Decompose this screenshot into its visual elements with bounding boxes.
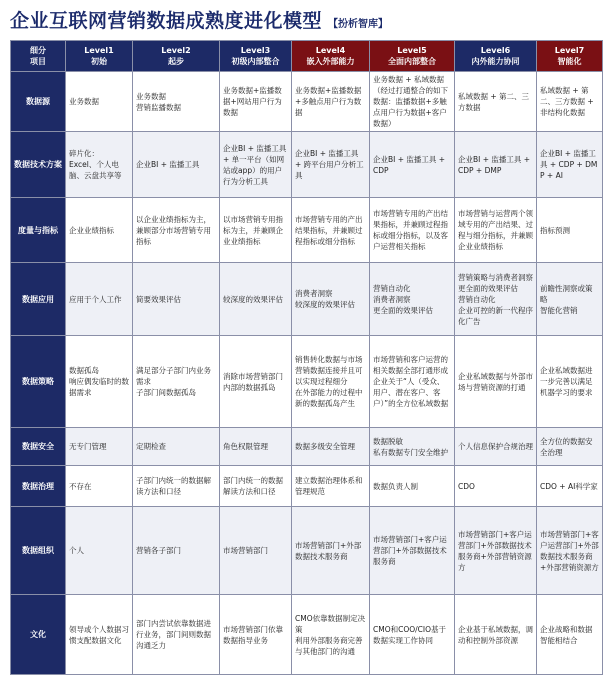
table-cell: 市场营销专用的产出结果指标，并兼顾过程指标或细分指标，以及客户运营相关指标	[370, 198, 455, 263]
table-cell: 市场营销部门	[220, 507, 292, 595]
table-cell: 企业BI + 监播工具	[133, 132, 220, 198]
category-cell: 数据组织	[11, 507, 66, 595]
row-application	[11, 263, 603, 336]
level-name: 智能化	[557, 57, 582, 66]
table-cell: 较深度的效果评估	[220, 263, 292, 336]
table-cell: 个人信息保护合规治理	[455, 428, 537, 466]
table-cell: 市场营销部门+客户运营部门+外部数据技术服务商+外部营销资源方	[455, 507, 537, 595]
level-header-1	[66, 41, 133, 72]
table-cell: 私域数据 + 第二、三方数据 + 非结构化数据	[537, 72, 603, 132]
table-cell: 企业私域数据与外部市场与营销资源的打通	[455, 336, 537, 428]
table-cell: CMO依靠数据制定决策 利用外部服务商完善与其他部门的沟通	[292, 595, 370, 675]
table-cell: CMO和COO/CIO基于数据实现工作协同	[370, 595, 455, 675]
corner-line1: 细分	[30, 46, 46, 55]
row-culture	[11, 595, 603, 675]
category-cell: 文化	[11, 595, 66, 675]
table-cell: 简要效果评估	[133, 263, 220, 336]
maturity-model-table	[10, 40, 603, 675]
table-cell: CDO + AI科学家	[537, 466, 603, 507]
row-organization	[11, 507, 603, 595]
table-cell: 数据脱敏 私有数据专门安全维护	[370, 428, 455, 466]
table-cell: 业务数据 + 私域数据（经过打通整合的如下数据：监播数据+多触点用户行为数据+客户数据）	[370, 72, 455, 132]
table-cell: 以企业业绩指标为主，兼顾部分市场营销专用指标	[133, 198, 220, 263]
table-cell: 数据多级安全管理	[292, 428, 370, 466]
level-number: Level2	[161, 46, 191, 55]
table-cell: 以市场营销专用指标为主，并兼顾企业业绩指标	[220, 198, 292, 263]
table-cell: 营销各子部门	[133, 507, 220, 595]
table-cell: 角色权限管理	[220, 428, 292, 466]
category-cell: 数据应用	[11, 263, 66, 336]
level-header-7	[537, 41, 603, 72]
row-tech-solution	[11, 132, 603, 198]
table-cell: 市场营销与运营两个领域专用的产出结果、过程与细分指标，并兼顾企业业绩指标	[455, 198, 537, 263]
level-header-3	[220, 41, 292, 72]
level-header-5	[370, 41, 455, 72]
row-data-source	[11, 72, 603, 132]
level-header-4	[292, 41, 370, 72]
table-cell: 不存在	[66, 466, 133, 507]
table-cell: 碎片化： Excel、个人电脑、云盘共享等	[66, 132, 133, 198]
level-name: 内外能力协同	[471, 57, 520, 66]
table-cell: 市场营销和客户运营的相关数据全部打通形成企业关于“人（受众、用户、潜在客户、客户）”的全方位私域数据	[370, 336, 455, 428]
category-cell: 数据安全	[11, 428, 66, 466]
source-tag: 【扮析智库】	[328, 19, 389, 30]
table-cell: 子部门内统一的数据解读方法和口径	[133, 466, 220, 507]
row-security	[11, 428, 603, 466]
corner-line2: 项目	[30, 57, 46, 66]
level-number: Level1	[84, 46, 114, 55]
table-cell: 消除市场营销部门内部的数据孤岛	[220, 336, 292, 428]
table-cell: CDO	[455, 466, 537, 507]
level-number: Level3	[240, 46, 271, 55]
category-cell: 数据源	[11, 72, 66, 132]
table-cell: 业务数据	[66, 72, 133, 132]
table-cell: 企业BI + 监播工具 + CDP	[370, 132, 455, 198]
table-cell: 前瞻性洞察或策略 智能化营销	[537, 263, 603, 336]
level-name: 嵌入外部能力	[306, 57, 355, 66]
category-cell: 数据策略	[11, 336, 66, 428]
table-cell: 企业业绩指标	[66, 198, 133, 263]
level-name: 起步	[168, 57, 184, 66]
level-name: 全面内部整合	[388, 57, 436, 66]
table-cell: 市场营销部门+客户运营部门+外部数据技术服务商	[370, 507, 455, 595]
table-cell: 业务数据+监播数据+多触点用户行为数据	[292, 72, 370, 132]
level-number: Level5	[397, 46, 427, 55]
table-cell: 业务数据+监播数据+网站用户行为数据	[220, 72, 292, 132]
level-name: 初级内部整合	[231, 57, 280, 66]
category-cell: 度量与指标	[11, 198, 66, 263]
table-cell: 市场营销部门+客户运营部门+外部数据技术服务商+外部营销资源方	[537, 507, 603, 595]
level-number: Level6	[480, 46, 511, 55]
table-cell: 企业BI + 监播工具 + 跨平台用户分析工具	[292, 132, 370, 198]
level-number: Level4	[315, 46, 346, 55]
header-row	[11, 41, 603, 72]
category-cell: 数据治理	[11, 466, 66, 507]
table-cell: 企业BI + 监播工具 + CDP + DMP + AI	[537, 132, 603, 198]
table-cell: 数据孤岛 响应偶发临时的数据需求	[66, 336, 133, 428]
table-cell: 企业战略和数据智能相结合	[537, 595, 603, 675]
table-cell: 销售转化数据与市场营销数据连接并且可以实现过程细分 在外部能力的过程中新的数据孤岛产生	[292, 336, 370, 428]
table-cell: 无专门管理	[66, 428, 133, 466]
table-cell: 数据负责人制	[370, 466, 455, 507]
row-governance	[11, 466, 603, 507]
table-cell: 企业私域数据进一步完善以满足机器学习的要求	[537, 336, 603, 428]
table-cell: 指标预测	[537, 198, 603, 263]
table-cell: 应用于个人工作	[66, 263, 133, 336]
corner-header	[11, 41, 66, 72]
table-cell: 市场营销部门+外部数据技术服务商	[292, 507, 370, 595]
page-title: 企业互联网营销数据成熟度进化模型	[10, 10, 323, 32]
table-cell: 全方位的数据安全治理	[537, 428, 603, 466]
title-bar	[10, 6, 388, 36]
table-cell: 业务数据 营销监播数据	[133, 72, 220, 132]
table-cell: 定期检查	[133, 428, 220, 466]
table-cell: 建立数据治理体系和管理规范	[292, 466, 370, 507]
row-metrics	[11, 198, 603, 263]
table-cell: 消费者洞察 较深度的效果评估	[292, 263, 370, 336]
table-cell: 营销自动化 消费者洞察 更全面的效果评估	[370, 263, 455, 336]
table-cell: 市场营销专用的产出结果指标，并兼顾过程指标或细分指标	[292, 198, 370, 263]
table-cell: 营销策略与消费者洞察 更全面的效果评估 营销自动化 企业可控的新一代程序化广告	[455, 263, 537, 336]
row-strategy	[11, 336, 603, 428]
table-cell: 私域数据 + 第二、三方数据	[455, 72, 537, 132]
table-cell: 企业BI + 监播工具 + CDP + DMP	[455, 132, 537, 198]
table-cell: 企业基于私域数据，调动和控制外部资源	[455, 595, 537, 675]
table-cell: 部门内尝试依靠数据进行业务，部门间则数据沟通乏力	[133, 595, 220, 675]
level-name: 初始	[91, 57, 107, 66]
level-number: Level7	[554, 46, 585, 55]
table-cell: 领导或个人数据习惯支配数据文化	[66, 595, 133, 675]
level-header-6	[455, 41, 537, 72]
table-cell: 企业BI + 监播工具 + 单一平台（如网站或app）的用户行为分析工具	[220, 132, 292, 198]
level-header-2	[133, 41, 220, 72]
table-cell: 部门内统一的数据解读方法和口径	[220, 466, 292, 507]
table-cell: 个人	[66, 507, 133, 595]
table-cell: 满足部分子部门内业务需求 子部门间数据孤岛	[133, 336, 220, 428]
table-cell: 市场营销部门依靠数据指导业务	[220, 595, 292, 675]
table-body	[11, 72, 603, 675]
category-cell: 数据技术方案	[11, 132, 66, 198]
